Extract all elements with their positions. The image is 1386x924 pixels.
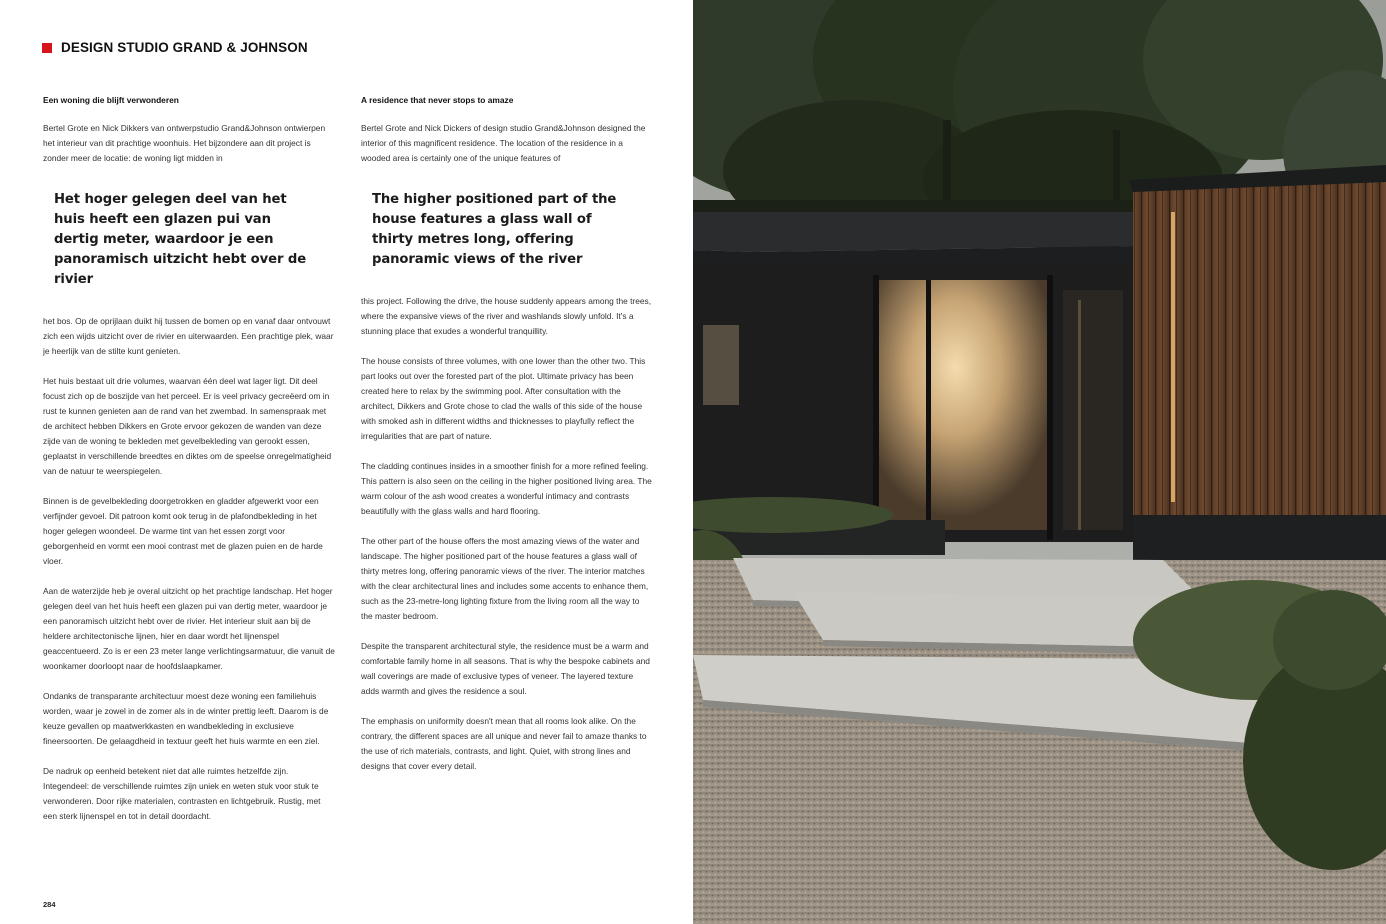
red-square-marker [42, 43, 52, 53]
studio-title: DESIGN STUDIO GRAND & JOHNSON [61, 40, 308, 55]
english-paragraph: The house consists of three volumes, with one lower than the other two. This part looks out over the forested part of the plot. Ultimate privacy has been created here to relax by the swimming pool. After consultation with the architect, Dikkers and Grote chose to clad the walls of this side of the house with smoked ash in different widths and thicknesses to playfully reflect the irregularities that are part of nature. [361, 356, 646, 441]
lit-window [879, 280, 1049, 530]
english-heading: A residence that never stops to amaze [361, 95, 514, 105]
english-pull-quote: The higher positioned part of the house features a glass wall of thirty metres long, offering panoramic views of the river [372, 192, 617, 267]
section-header [42, 40, 308, 55]
dutch-paragraph: Aan de waterzijde heb je overal uitzicht op het prachtige landschap. Het hoger gelegen deel van het huis heeft een glazen pui van dertig meter, waardoor je een panoramisch uitzicht hebt over de rivier. Het interieur sluit aan bij de heldere architectonische lijnen, hier en daar wordt het lijnenspel geaccentueerd. Zo is er een 23 meter lange verlichtingsarmatuur, die vanuit de woonkamer doorloopt naar de hoofdslaapkamer. [43, 586, 335, 671]
roof [693, 212, 1133, 252]
english-paragraph: The emphasis on uniformity doesn't mean that all rooms look alike. On the contrary, the different spaces are all unique and never fail to amaze thanks to the use of rich materials, contrasts, and light. Quiet, with strong lines and designs that cover every detail. [361, 716, 647, 771]
english-paragraph: this project. Following the drive, the house suddenly appears among the trees, where the expansive views of the river and washlands slowly unfold. It's a stunning place that exudes a wonderful tranquillity. [361, 296, 652, 336]
dutch-paragraph: Binnen is de gevelbekleding doorgetrokken en gladder afgewerkt voor een verfijnder gevoel. Dit patroon komt ook terug in de plafondbekleding in het hoger gelegen woondeel. De warme tint van het essen zorgt voor geborgenheid en vormt een mooi contrast met de glazen puien en de harde vloer. [43, 496, 323, 566]
english-paragraph: The other part of the house offers the most amazing views of the water and landscape. The higher positioned part of the house features a glass wall of thirty metres long, offering panoramic views of the river. The interior matches with the clear architectural lines and includes some accents to enhance them, such as the 23-metre-long lighting fixture from the living room all the way to the master bedroom. [361, 536, 649, 621]
dutch-column [43, 94, 335, 839]
house-illustration [693, 0, 1386, 924]
page-number: 284 [43, 900, 56, 909]
dutch-paragraph: De nadruk op eenheid betekent niet dat alle ruimtes hetzelfde zijn. Integendeel: de verschillende ruimtes zijn uniek en weten stuk voor stuk te verwonderen. Door rijke materialen, contrasten en lichtgebruik. Rustig, met een sterk lijnenspel en tot in detail doordacht. [43, 766, 321, 821]
dutch-lead-paragraph: Bertel Grote en Nick Dikkers van ontwerpstudio Grand&Johnson ontwierpen het interieur van dit prachtige woonhuis. Het bijzondere aan dit project is zonder meer de locatie: de woning ligt midden in [43, 123, 326, 163]
english-paragraph: The cladding continues insides in a smoother finish for a more refined feeling. This pattern is also seen on the ceiling in the higher positioned living area. The warm colour of the ash wood creates a wonderful intimacy and contrasts beautifully with the glass walls and hard flooring. [361, 461, 652, 516]
dutch-heading: Een woning die blijft verwonderen [43, 95, 179, 105]
wood-clad-volume [1133, 180, 1386, 520]
dutch-paragraph: Ondanks de transparante architectuur moest deze woning een familiehuis worden, waar je zowel in de zomer als in de winter prettig leeft. Daarom is de keuze gevallen op maatwerkkasten en wandbekleding in exclusieve fineersoorten. De gelaagdheid in textuur geeft het huis warmte en een ziel. [43, 691, 329, 746]
house-photo [693, 0, 1386, 924]
dutch-paragraph: het bos. Op de oprijlaan duikt hij tussen de bomen op en vanaf daar ontvouwt zich een wijds uitzicht over de rivier en uiterwaarden. Een prachtige plek, waar je heerlijk van de stilte kunt genieten. [43, 316, 334, 356]
english-paragraph: Despite the transparent architectural style, the residence must be a warm and comfortable family home in all seasons. That is why the bespoke cabinets and wall coverings are made of exclusive types of veneer. The layered texture adds warmth and gives the residence a soul. [361, 641, 650, 696]
dutch-pull-quote: Het hoger gelegen deel van het huis heeft een glazen pui van dertig meter, waardoor je een panoramisch uitzicht hebt over de rivier [54, 192, 307, 287]
english-lead-paragraph: Bertel Grote and Nick Dickers of design studio Grand&Johnson designed the interior of this magnificent residence. The location of the residence in a wooded area is certainly one of the unique features of [361, 123, 646, 163]
english-column [361, 94, 653, 789]
dutch-paragraph: Het huis bestaat uit drie volumes, waarvan één deel wat lager ligt. Dit deel focust zich op de boszijde van het perceel. Er is veel privacy gecreëerd om in rust te kunnen genieten aan de rand van het zwembad. In samenspraak met de architect hebben Dikkers en Grote ervoor gekozen de wanden van deze zijde van de woning te bekleden met gevelbekleding van gerookt essen, geplaatst in verschillende breedtes en diktes om de speelse onregelmatigheid van de natuur te weerspiegelen. [43, 376, 332, 476]
